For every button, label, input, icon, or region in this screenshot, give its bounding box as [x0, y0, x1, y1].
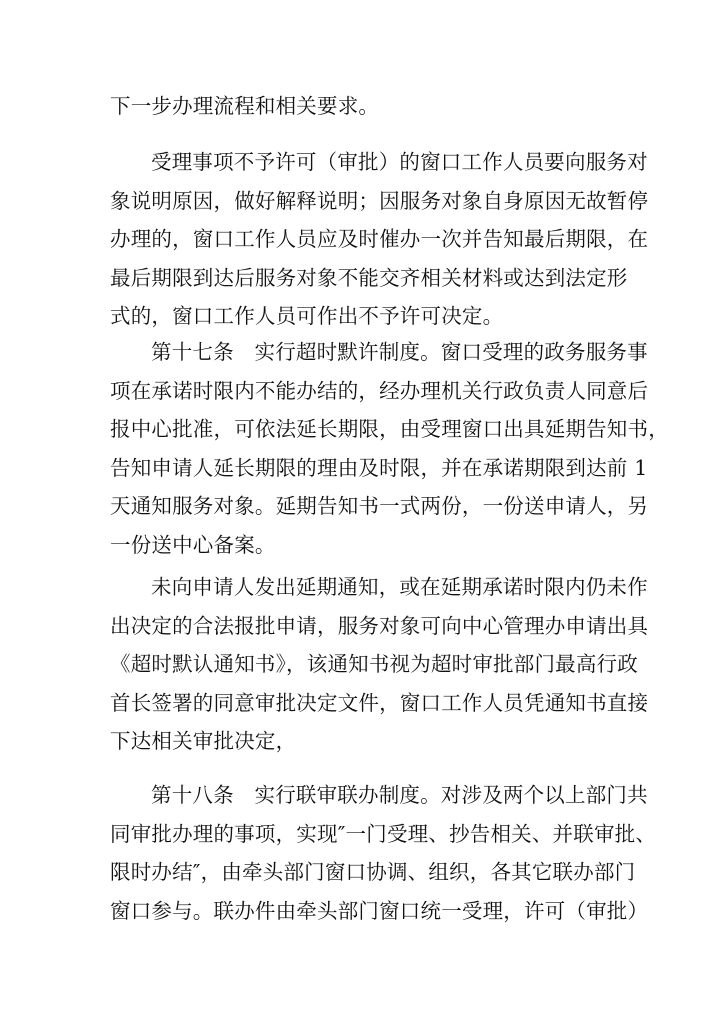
text-line: 第十七条 实行超时默许制度。窗口受理的政务服务事 [151, 340, 648, 364]
text-line: 第十八条 实行联审联办制度。对涉及两个以上部门共 [151, 783, 648, 807]
text-line: 办理的，窗口工作人员应及时催办一次并告知最后期限，在 [110, 227, 649, 251]
paragraph-article-17 [110, 333, 669, 564]
text-line: 首长签署的同意审批决定文件，窗口工作人员凭通知书直接 [110, 690, 649, 715]
paragraph-article-18 [110, 776, 657, 930]
text-line: 同审批办理的事项，实现″一门受理、抄告相关、并联审批、 [110, 821, 657, 846]
text-line: 未向申请人发出延期通知，或在延期承诺时限内仍未作 [151, 575, 648, 599]
paragraph-continuation [110, 87, 610, 126]
text-line: 天通知服务对象。延期告知书一式两份，一份送申请人，另 [110, 494, 649, 518]
text-line: 窗口参与。联办件由牵头部门窗口统一受理，许可（审批） [110, 898, 649, 923]
text-line: 下一步办理流程和相关要求。 [110, 94, 380, 118]
text-line: 式的，窗口工作人员可作出不予许可决定。 [110, 304, 504, 328]
paragraph-timeout-notice [110, 568, 649, 761]
text-line: 下达相关审批决定， [110, 729, 297, 753]
text-line: 告知申请人延长期限的理由及时限，并在承诺期限到达前 1 [110, 455, 648, 480]
text-line: 受理事项不予许可（审批）的窗口工作人员要向服务对 [151, 150, 648, 174]
text-line: 《超时默认通知书》，该通知书视为超时审批部门最高行政 [110, 652, 638, 676]
text-line: 项在承诺时限内不能办结的，经办理机关行政负责人同意后 [110, 378, 649, 403]
text-line: 出决定的合法报批申请，服务对象可向中心管理办申请出具 [110, 613, 649, 638]
text-line: 一份送中心备案。 [110, 532, 276, 557]
text-line: 报中心批准，可依法延长期限，由受理窗口出具延期告知书， [110, 417, 669, 441]
text-line: 最后期限到达后服务对象不能交齐相关材料或达到法定形 [110, 265, 628, 290]
text-line: 限时办结″，由牵头部门窗口协调、组织，各其它联办部门 [110, 860, 636, 884]
text-line: 象说明原因，做好解释说明；因服务对象自身原因无故暂停 [110, 188, 649, 213]
paragraph-disapproval [110, 143, 649, 336]
